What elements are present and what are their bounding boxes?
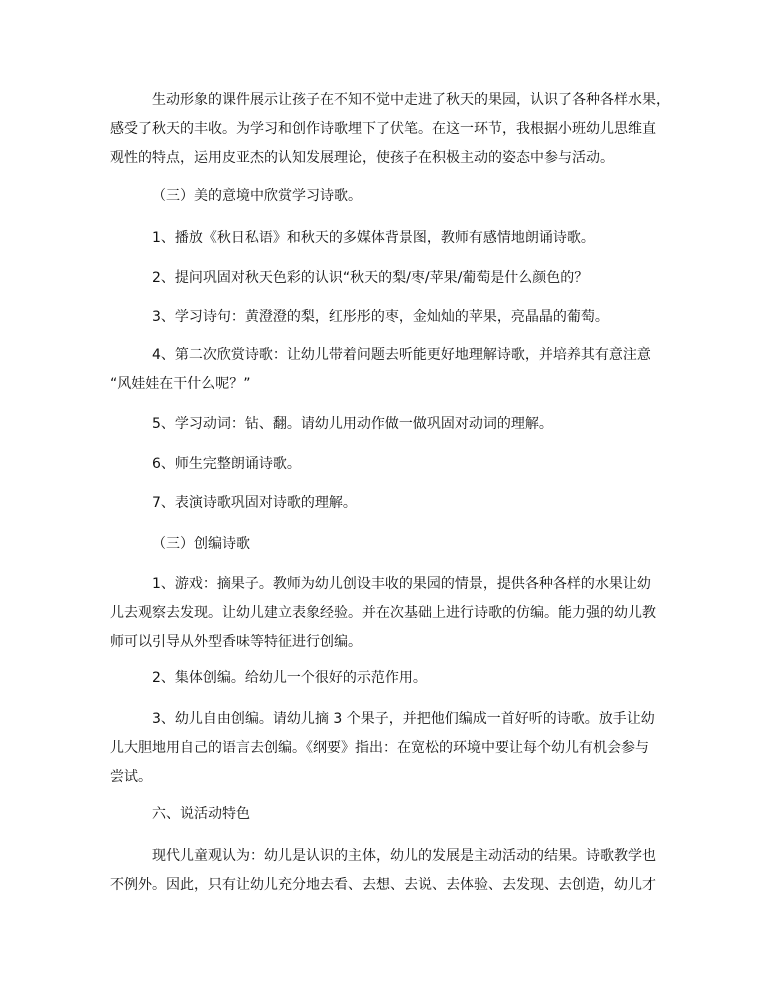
text-line: 4、第二次欣赏诗歌：让幼儿带着问题去听能更好地理解诗歌，并培养其有意注意 xyxy=(152,347,651,363)
text-line: 师可以引导从外型香味等特征进行创编。 xyxy=(110,634,362,650)
text-line: 2、集体创编。给幼儿一个很好的示范作用。 xyxy=(152,670,427,686)
list-item-4 xyxy=(110,341,670,399)
text-line: 现代儿童观认为：幼儿是认识的主体，幼儿的发展是主动活动的结果。诗歌教学也 xyxy=(152,848,656,864)
text-line: 1、游戏：摘果子。教师为幼儿创设丰收的果园的情景，提供各种各样的水果让幼 xyxy=(152,576,651,592)
text-line: （三）创编诗歌 xyxy=(152,536,250,552)
text-line: 六、说活动特色 xyxy=(152,806,250,822)
text-line: 感受了秋天的丰收。为学习和创作诗歌埋下了伏笔。在这一环节，我根据小班幼儿思维直 xyxy=(110,121,656,137)
text-line: “风娃娃在干什么呢？” xyxy=(110,376,251,392)
create-item-2 xyxy=(110,664,670,693)
text-line: 尝试。 xyxy=(110,769,152,785)
list-item-2 xyxy=(110,264,670,293)
paragraph-intro xyxy=(110,86,670,173)
create-item-3 xyxy=(110,705,670,792)
list-item-3 xyxy=(110,303,670,332)
list-item-6 xyxy=(110,450,670,479)
text-line: 儿大胆地用自己的语言去创编。《纲要》指出：在宽松的环境中要让每个幼儿有机会参与 xyxy=(110,740,649,756)
section-heading-create xyxy=(110,530,670,559)
text-line: 生动形象的课件展示让孩子在不知不觉中走进了秋天的果园，认识了各种各样水果， xyxy=(152,92,670,108)
text-line: 1、播放《秋日私语》和秋天的多媒体背景图，教师有感情地朗诵诗歌。 xyxy=(152,230,595,246)
text-line: 观性的特点，运用皮亚杰的认知发展理论，使孩子在积极主动的姿态中参与活动。 xyxy=(110,150,614,166)
section-heading-appreciate xyxy=(110,182,670,211)
section-heading-features xyxy=(110,800,670,829)
paragraph-features xyxy=(110,842,670,900)
text-line: 6、师生完整朗诵诗歌。 xyxy=(152,456,301,472)
text-line: （三）美的意境中欣赏学习诗歌。 xyxy=(152,188,362,204)
create-item-1 xyxy=(110,570,670,657)
list-item-1 xyxy=(110,224,670,253)
list-item-7 xyxy=(110,489,670,518)
list-item-5 xyxy=(110,410,670,439)
text-line: 3、学习诗句：黄澄澄的梨，红彤彤的枣，金灿灿的苹果，亮晶晶的葡萄。 xyxy=(152,309,609,325)
text-line: 2、提问巩固对秋天色彩的认识“秋天的梨/枣/苹果/葡萄是什么颜色的？ xyxy=(152,270,589,286)
text-line: 3、幼儿自由创编。请幼儿摘 3 个果子，并把他们编成一首好听的诗歌。放手让幼 xyxy=(152,711,655,727)
text-line: 不例外。因此，只有让幼儿充分地去看、去想、去说、去体验、去发现、去创造，幼儿才 xyxy=(110,877,656,893)
text-line: 5、学习动词：钻、翻。请幼儿用动作做一做巩固对动词的理解。 xyxy=(152,416,553,432)
text-line: 7、表演诗歌巩固对诗歌的理解。 xyxy=(152,495,357,511)
text-line: 儿去观察去发现。让幼儿建立表象经验。并在次基础上进行诗歌的仿编。能力强的幼儿教 xyxy=(110,605,656,621)
